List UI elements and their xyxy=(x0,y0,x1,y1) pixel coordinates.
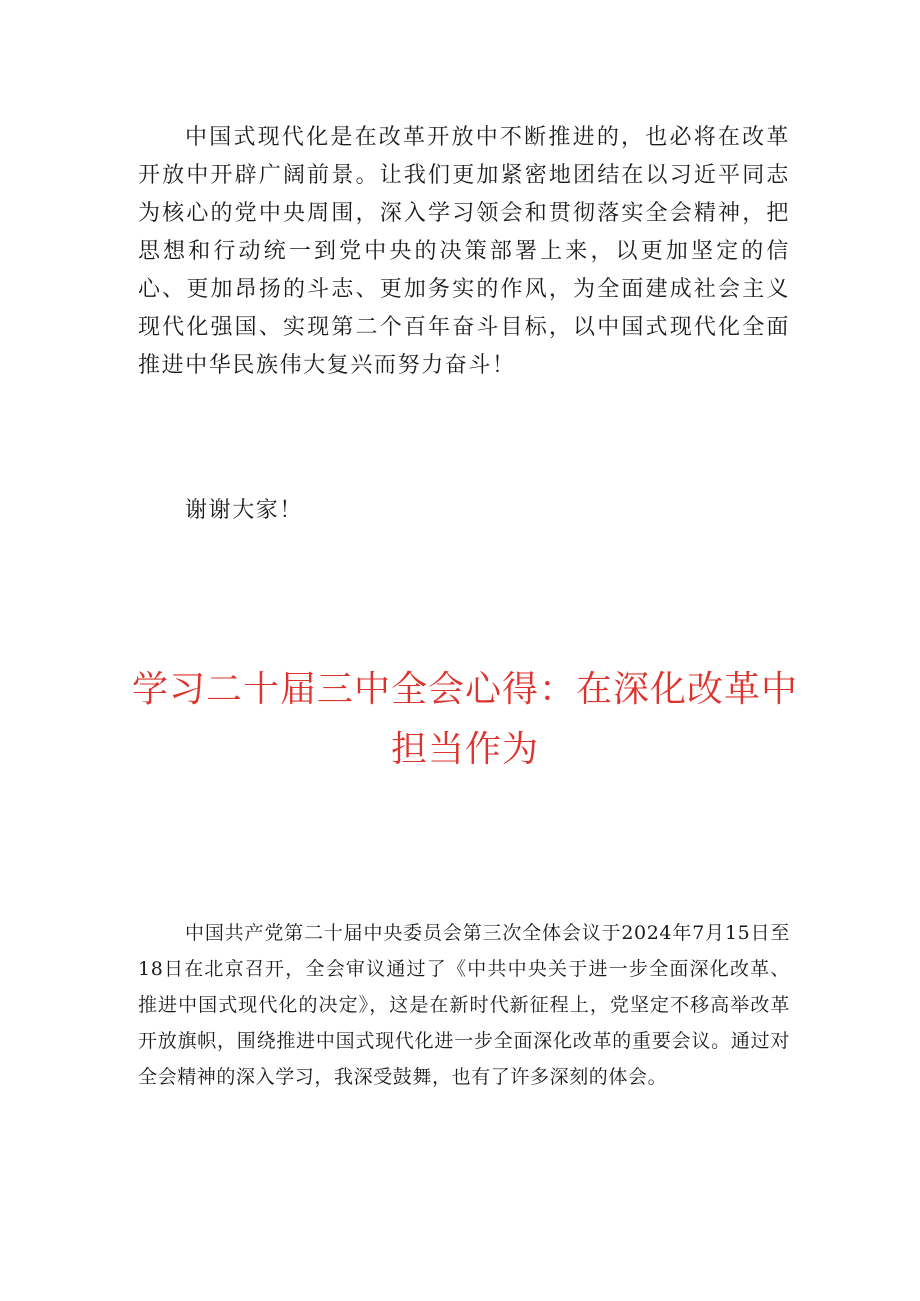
intro-paragraph: 中国共产党第二十届中央委员会第三次全体会议于2024年7月15日至18日在北京召开，全会审议通过了《中共中央关于进一步全面深化改革、推进中国式现代化的决定》，这是在新时代新征程上，党坚定不移高举改革开放旗帜，围绕推进中国式现代化进一步全面深化改革的重要会议。通过对全会精神的深入学习，我深受鼓舞，也有了许多深刻的体会。 xyxy=(138,922,790,1088)
article-title: 学习二十届三中全会心得：在深化改革中担当作为 xyxy=(131,669,798,770)
thanks-line: 谢谢大家！ xyxy=(185,498,304,523)
closing-paragraph: 中国式现代化是在改革开放中不断推进的，也必将在改革开放中开辟广阔前景。让我们更加紧密地团结在以习近平同志为核心的党中央周围，深入学习领会和贯彻落实全会精神，把思想和行动统一到党中央的决策部署上来，以更加坚定的信心、更加昂扬的斗志、更加务实的作风，为全面建成社会主义现代化强国、实现第二个百年奋斗目标，以中国式现代化全面推进中华民族伟大复兴而努力奋斗！ xyxy=(138,125,790,378)
